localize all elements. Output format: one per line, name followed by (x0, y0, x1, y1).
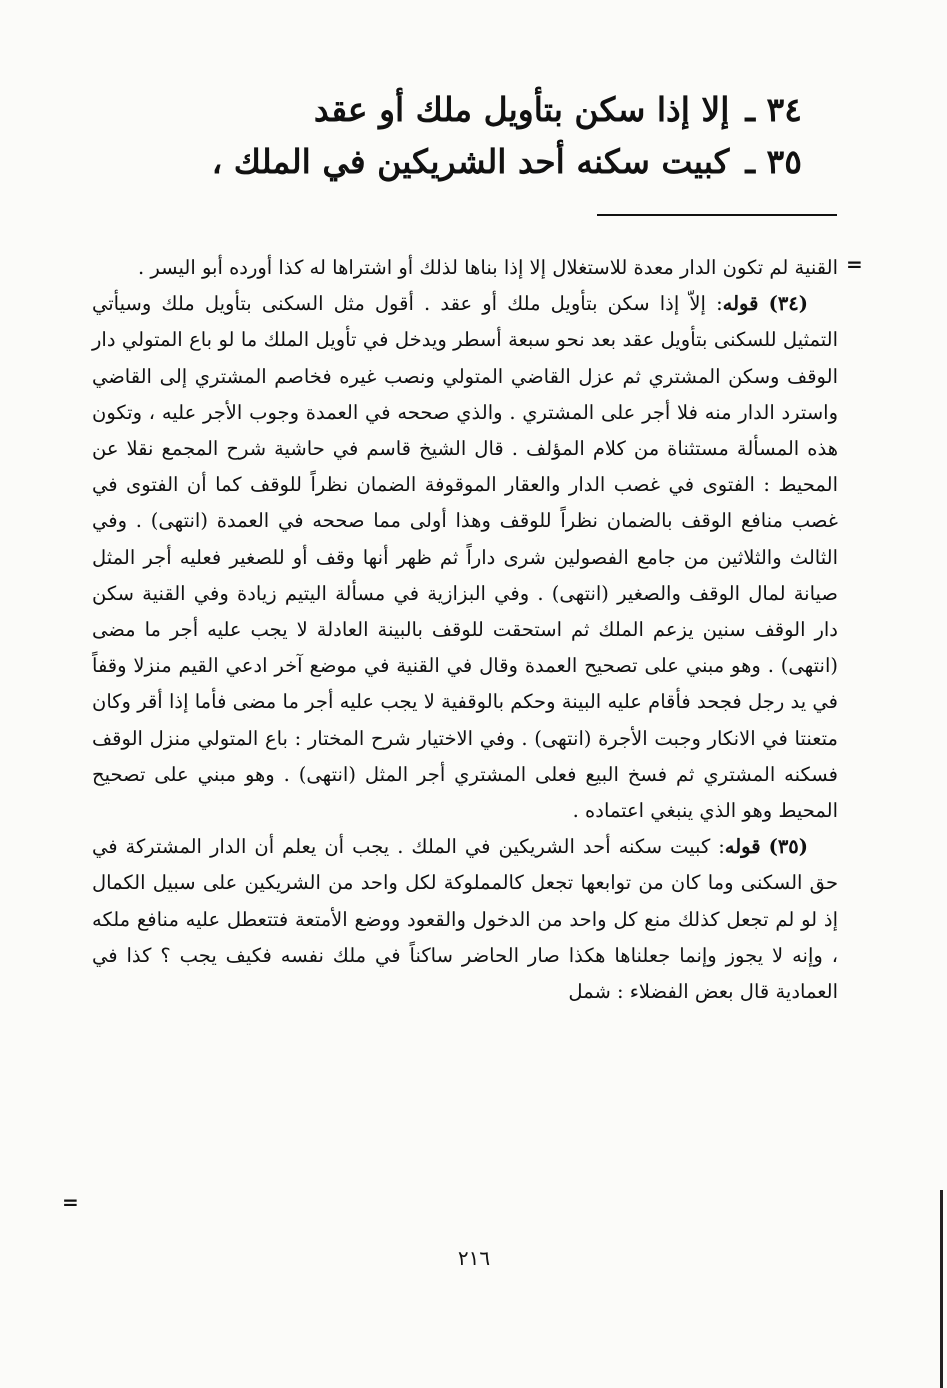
footnote-divider (597, 214, 837, 216)
line-text: إلا إذا سكن بتأويل ملك أو عقد (313, 90, 730, 129)
main-line-35 (102, 136, 802, 188)
scan-edge-line (940, 1190, 943, 1388)
main-line-34 (102, 84, 802, 136)
main-text (102, 84, 802, 188)
commentary-paragraph-35 (92, 829, 838, 1010)
commentary (92, 250, 838, 1010)
continuation-marker-end: = (62, 1190, 79, 1214)
footnote-continuation-paragraph: القنية لم تكون الدار معدة للاستغلال إلا إذا بناها لذلك أو اشتراها له كذا أورده أبو اليسر . (137, 256, 838, 279)
line-text: كبيت سكنه أحد الشريكين في الملك ، (211, 142, 730, 181)
line-number: ٣٤ ـ (745, 90, 802, 129)
page-number: ٢١٦ (457, 1246, 491, 1270)
note-number: (٣٥) (768, 835, 808, 859)
note-text: : إلاّ إذا سكن بتأويل ملك أو عقد . أقول مثل السكنى بتأويل ملك وسيأتي التمثيل للسكنى بتأويل عقد بعد نحو سبعة أسطر ويدخل في تأويل الملك ما لو باع المتولي دار الوقف وسكن المشتري ثم عزل القاضي المتولي ونصب غيره فخاصم المشتري إلى القاضي واسترد الدار منه فلا أجر على المشتري . والذي صححه في العمدة وجوب الأجر عليه ، وتكون هذه المسألة مستثناة من كلام المؤلف . قال الشيخ قاسم في حاشية شرح المجمع نقلا عن المحيط : الفتوى في غصب الدار والعقار الموقوفة الضمان نظراً للوقف كما أن الفتوى في غصب منافع الوقف بالضمان نظراً للوقف وهذا أولى مما صححه في العمدة (انتهى) . وفي الثالث والثلاثين من جامع الفصولين شرى داراً ثم ظهر أنها وقف أو للصغير فعليه أجر المثل صيانة لمال الوقف والصغير (انتهى) . وفي البزازية في مسألة اليتيم زيادة وفي القنية سكن دار الوقف سنين يزعم الملك ثم استحقت للوقف بالبينة العادلة لا يجب عليه أجر ما مضى (انتهى) . وهو مبني على تصحيح العمدة وقال في القنية في موضع آخر ادعي القيم منزلا وقفاً في يد رجل فجحد فأقام عليه البينة وحكم بالوقفية لا يجب عليه أجر ما مضى فأما إذا أقر وكان متعنتا في الانكار وجبت الأجرة (انتهى) . وفي الاختيار شرح المختار : باع المتولي منزل الوقف فسكنه المشتري ثم فسخ البيع فعلى المشتري أجر المثل (انتهى) . وهو مبني على تصحيح المحيط وهو الذي ينبغي اعتماده . (92, 292, 838, 823)
commentary-paragraph-34 (92, 286, 838, 829)
continuation-marker-start: = (846, 252, 863, 276)
note-number: (٣٤) (768, 292, 808, 316)
note-keyword: قوله (724, 835, 761, 859)
note-text: : كبيت سكنه أحد الشريكين في الملك . يجب أن يعلم أن الدار المشتركة في حق السكنى وما كان من توابعها تجعل كالمملوكة لكل واحد من الشريكين على سبيل الكمال إذ لو لم تجعل كذلك منع كل واحد من الدخول والقعود ووضع الأمتعة فتتعطل عليه منافع ملكه ، وإنه لا يجوز وإنما جعلناها هكذا صار الحاضر ساكناً في ملك نفسه فكيف يجب ؟ كذا في العمادية قال بعض الفضلاء : شمل (92, 835, 838, 1004)
line-number: ٣٥ ـ (745, 142, 802, 181)
note-keyword: قوله (722, 292, 759, 316)
